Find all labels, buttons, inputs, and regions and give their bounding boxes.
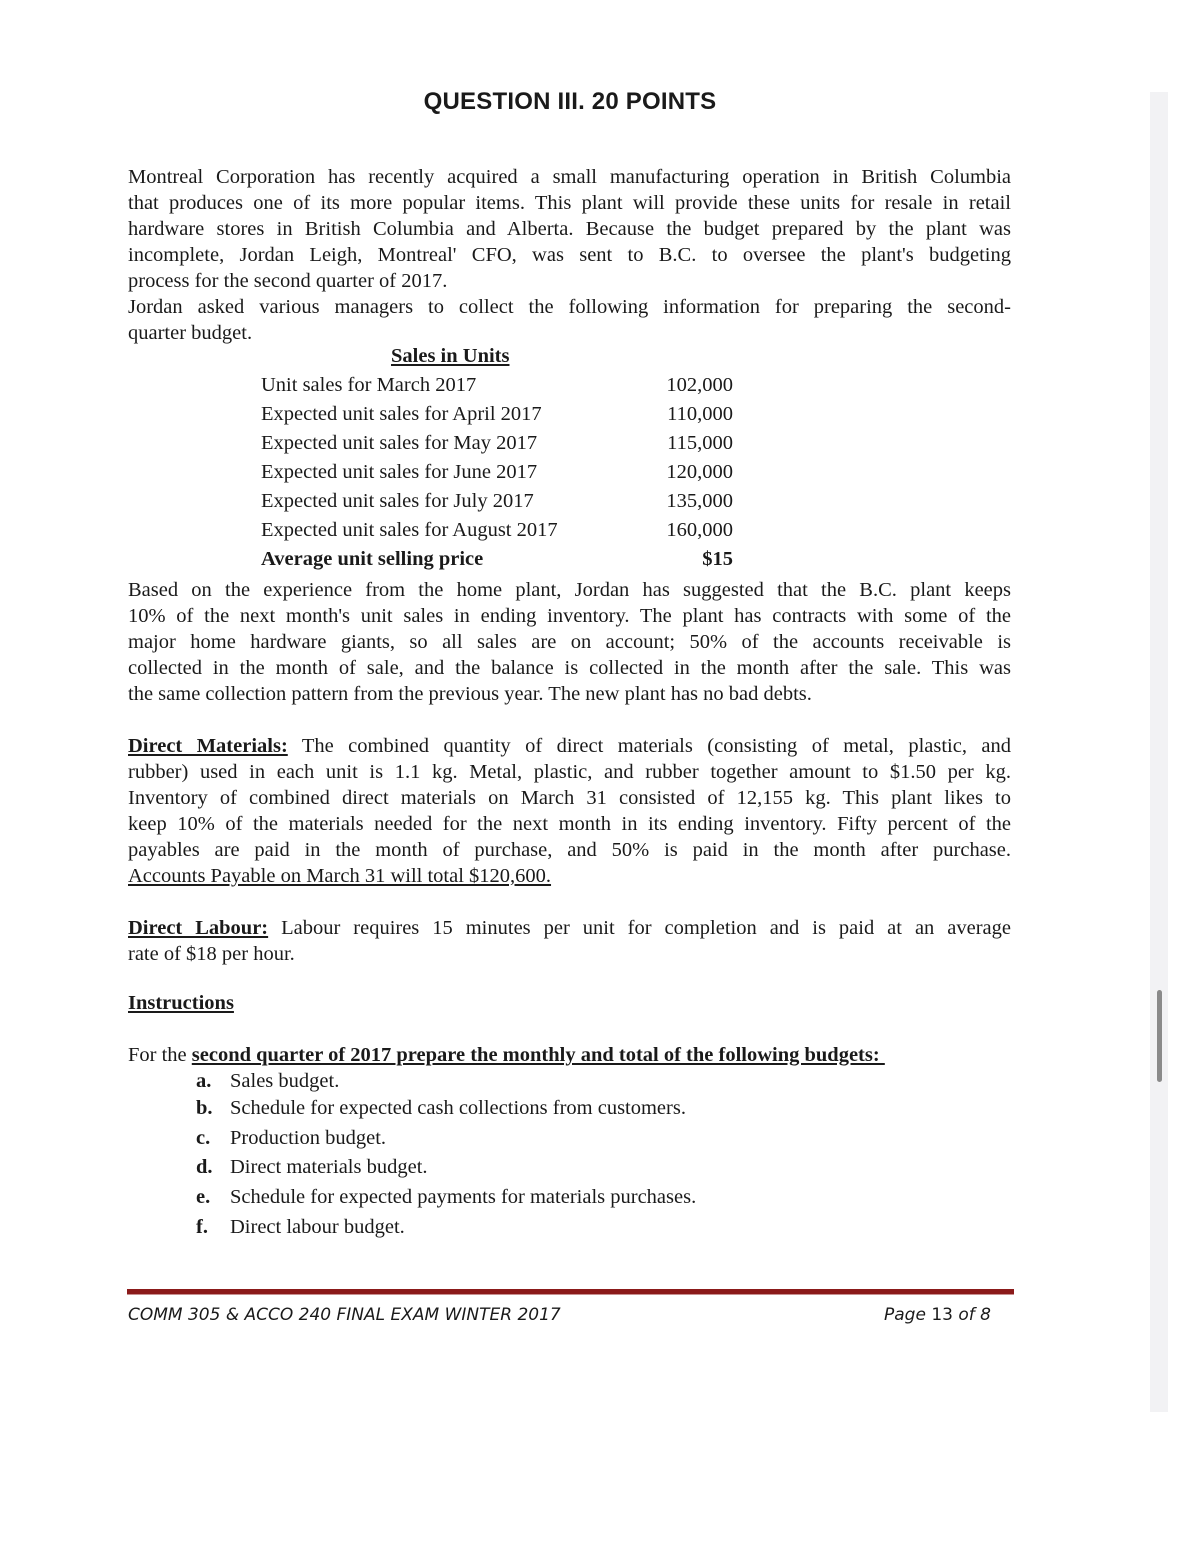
intro-line: hardware stores in British Columbia and Alberta. Because the budget prepared by the plant was [128,218,1011,240]
sales-value: 110,000 [667,403,733,425]
list-item [196,1070,339,1093]
footer-divider [127,1289,1014,1295]
list-text: Schedule for expected payments for materials purchases. [230,1186,697,1208]
list-letter: f. [196,1216,208,1238]
list-letter: b. [196,1097,213,1119]
direct-labour-text: Labour requires 15 minutes per unit for completion and is paid at an average [268,917,1011,939]
collection-paragraph [128,577,1011,707]
footer-course: COMM 305 & ACCO 240 FINAL EXAM WINTER 2017 [128,1305,561,1325]
sales-value: 160,000 [666,519,733,541]
list-letter: c. [196,1127,211,1149]
sales-label: Expected unit sales for April 2017 [261,403,542,425]
list-text: Sales budget. [230,1070,340,1092]
sales-value: 135,000 [666,490,733,512]
sales-row [261,490,733,519]
list-item [196,1186,696,1209]
collection-line: collected in the month of sale, and the balance is collected in the month after the sale. This was [128,657,1011,679]
sales-row [261,374,733,403]
sales-heading: Sales in Units [391,345,510,367]
sales-row [261,403,733,432]
collection-line: major home hardware giants, so all sales are on account; 50% of the accounts receivable is [128,631,1011,653]
scrollbar-track[interactable] [1150,92,1168,1412]
list-letter: a. [196,1070,212,1092]
intro-line: process for the second quarter of 2017. [128,270,448,292]
instructions-heading: Instructions [128,992,234,1014]
direct-materials-first-line [128,733,1011,759]
sales-value: 115,000 [667,432,733,454]
footer-page-current: 13 [931,1305,953,1325]
sales-row [261,519,733,548]
collection-line: 10% of the next month's unit sales in ending inventory. The plant has contracts with some of the [128,605,1011,627]
direct-materials-text: The combined quantity of direct materials (consisting of metal, plastic, and [287,735,1012,757]
instructions-intro [128,1044,885,1067]
sales-value: 102,000 [666,374,733,396]
direct-labour-line: rate of $18 per hour. [128,943,295,965]
list-letter: e. [196,1186,211,1208]
list-text: Direct materials budget. [230,1156,428,1178]
accounts-payable-text: Accounts Payable on March 31 will total $120,600. [128,865,552,887]
sales-label: Expected unit sales for June 2017 [261,461,538,483]
intro-line: incomplete, Jordan Leigh, Montreal' CFO, was sent to B.C. to oversee the plant's budgeting [128,244,1011,266]
direct-materials-paragraph [128,733,1011,889]
direct-materials-line: payables are paid in the month of purchase, and 50% is paid in the month after purchase. [128,839,1011,861]
sales-label: Expected unit sales for August 2017 [261,519,558,541]
direct-materials-label: Direct Materials: [128,735,288,757]
footer-of-word: of [958,1305,975,1325]
direct-materials-line: rubber) used in each unit is 1.1 kg. Metal, plastic, and rubber together amount to $1.50 per kg. [128,761,1011,783]
list-item [196,1127,386,1150]
list-text: Production budget. [230,1127,387,1149]
jordan-line: quarter budget. [128,322,253,344]
sales-label: Expected unit sales for May 2017 [261,432,538,454]
sales-row [261,461,733,490]
list-item [196,1097,686,1120]
list-letter: d. [196,1156,213,1178]
direct-materials-line: keep 10% of the materials needed for the next month in its ending inventory. Fifty percent of the [128,813,1011,835]
collection-line: Based on the experience from the home plant, Jordan has suggested that the B.C. plant keeps [128,579,1011,601]
price-row [261,548,733,577]
instructions-intro-plain: For the [128,1044,192,1066]
direct-labour-paragraph [128,915,1011,967]
direct-labour-first-line [128,915,1011,941]
direct-materials-line [128,863,1011,889]
direct-labour-label: Direct Labour: [128,917,269,939]
direct-materials-line: Inventory of combined direct materials on March 31 consisted of 12,155 kg. This plant likes to [128,787,1011,809]
list-item [196,1216,405,1239]
list-item [196,1156,428,1179]
footer-page-word: Page [884,1305,926,1325]
sales-row [261,432,733,461]
sales-label: Expected unit sales for July 2017 [261,490,534,512]
list-text: Direct labour budget. [230,1216,405,1238]
intro-line: Montreal Corporation has recently acquired a small manufacturing operation in British Columbia [128,166,1011,188]
intro-paragraph [128,164,1011,346]
question-title: QUESTION III. 20 POINTS [423,88,717,115]
list-text: Schedule for expected cash collections from customers. [230,1097,686,1119]
sales-value: 120,000 [666,461,733,483]
footer-page-total: 8 [980,1305,991,1325]
price-value: $15 [702,548,733,570]
intro-line: that produces one of its more popular items. This plant will provide these units for resale in retail [128,192,1011,214]
price-label: Average unit selling price [261,548,484,570]
scrollbar-thumb[interactable] [1157,990,1162,1082]
collection-line: the same collection pattern from the previous year. The new plant has no bad debts. [128,683,812,705]
jordan-line: Jordan asked various managers to collect the following information for preparing the second- [128,296,1011,318]
instructions-intro-underlined: second quarter of 2017 prepare the monthly and total of the following budgets: [191,1044,885,1066]
footer-page-number [884,1305,991,1325]
sales-label: Unit sales for March 2017 [261,374,477,396]
